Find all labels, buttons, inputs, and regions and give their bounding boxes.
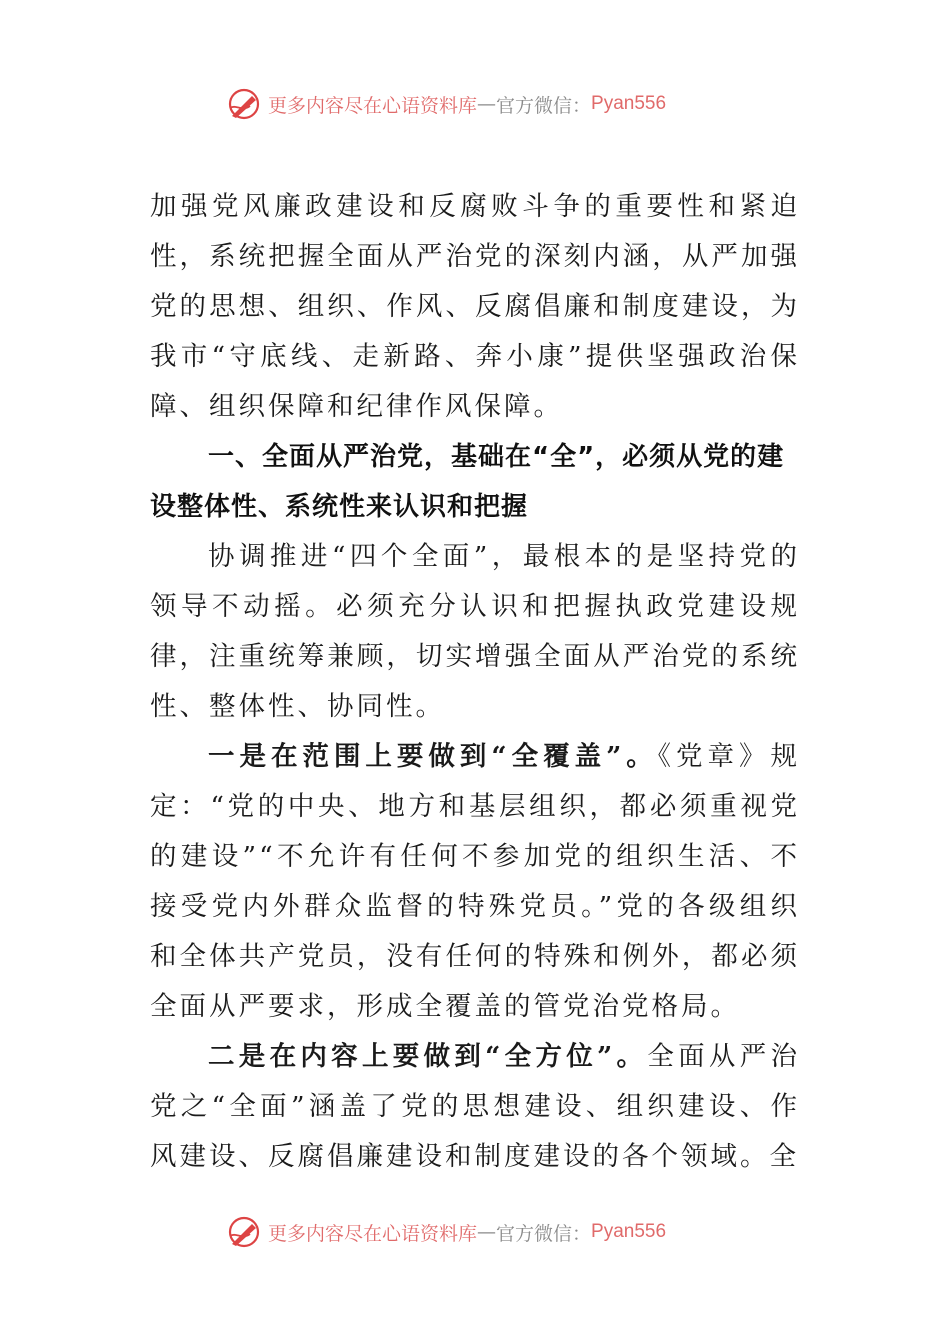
section-heading-1: 一、全面从严治党，基础在“全”，必须从党的建设整体性、系统性来认识和把握 — [150, 442, 785, 522]
watermark-wechat-id: Pyan556 — [591, 93, 667, 114]
watermark-official-text: 官方微信： — [496, 1222, 592, 1245]
watermark-brand-text: 更多内容尽在心语资料库 — [268, 1222, 478, 1245]
watermark-banner-top — [226, 84, 746, 124]
paragraph-4 — [150, 1032, 800, 1182]
paragraph-4-lead: 二是在内容上要做到“全方位”。 — [208, 1041, 648, 1072]
paragraph-3-lead: 一是在范围上要做到“全覆盖”。 — [208, 741, 658, 772]
paragraph-2: 协调推进“四个全面”，最根本的是坚持党的领导不动摇。必须充分认识和把握执政党建设规律，注重统筹兼顾，切实增强全面从严治党的系统性、整体性、协同性。 — [150, 541, 800, 722]
watermark-separator: — — [477, 93, 497, 115]
watermark-brand-text: 更多内容尽在心语资料库 — [268, 94, 478, 117]
pen-signature-icon — [226, 86, 262, 122]
watermark-separator: — — [477, 1221, 497, 1243]
pen-signature-icon — [226, 1214, 262, 1250]
document-body — [150, 182, 800, 1182]
watermark-banner-bottom — [226, 1212, 746, 1252]
paragraph-4-rest: 全面从严治党之“全面”涵盖了党的思想建设、组织建设、作风建设、反腐倡廉建设和制度建设的各个领域。全 — [150, 1041, 800, 1172]
paragraph-3 — [150, 732, 800, 1032]
paragraph-1: 加强党风廉政建设和反腐败斗争的重要性和紧迫性，系统把握全面从严治党的深刻内涵，从严加强党的思想、组织、作风、反腐倡廉和制度建设，为我市“守底线、走新路、奔小康”提供坚强政治保障、组织保障和纪律作风保障。 — [150, 191, 800, 422]
paragraph-3-rest: 《党章》规定：“党的中央、地方和基层组织，都必须重视党的建设”“不允许有任何不参加党的组织生活、不接受党内外群众监督的特殊党员。”党的各级组织和全体共产党员，没有任何的特殊和例外，都必须全面从严要求，形成全覆盖的管党治党格局。 — [150, 741, 800, 1022]
watermark-wechat-id: Pyan556 — [591, 1221, 667, 1242]
watermark-official-text: 官方微信： — [496, 94, 592, 117]
